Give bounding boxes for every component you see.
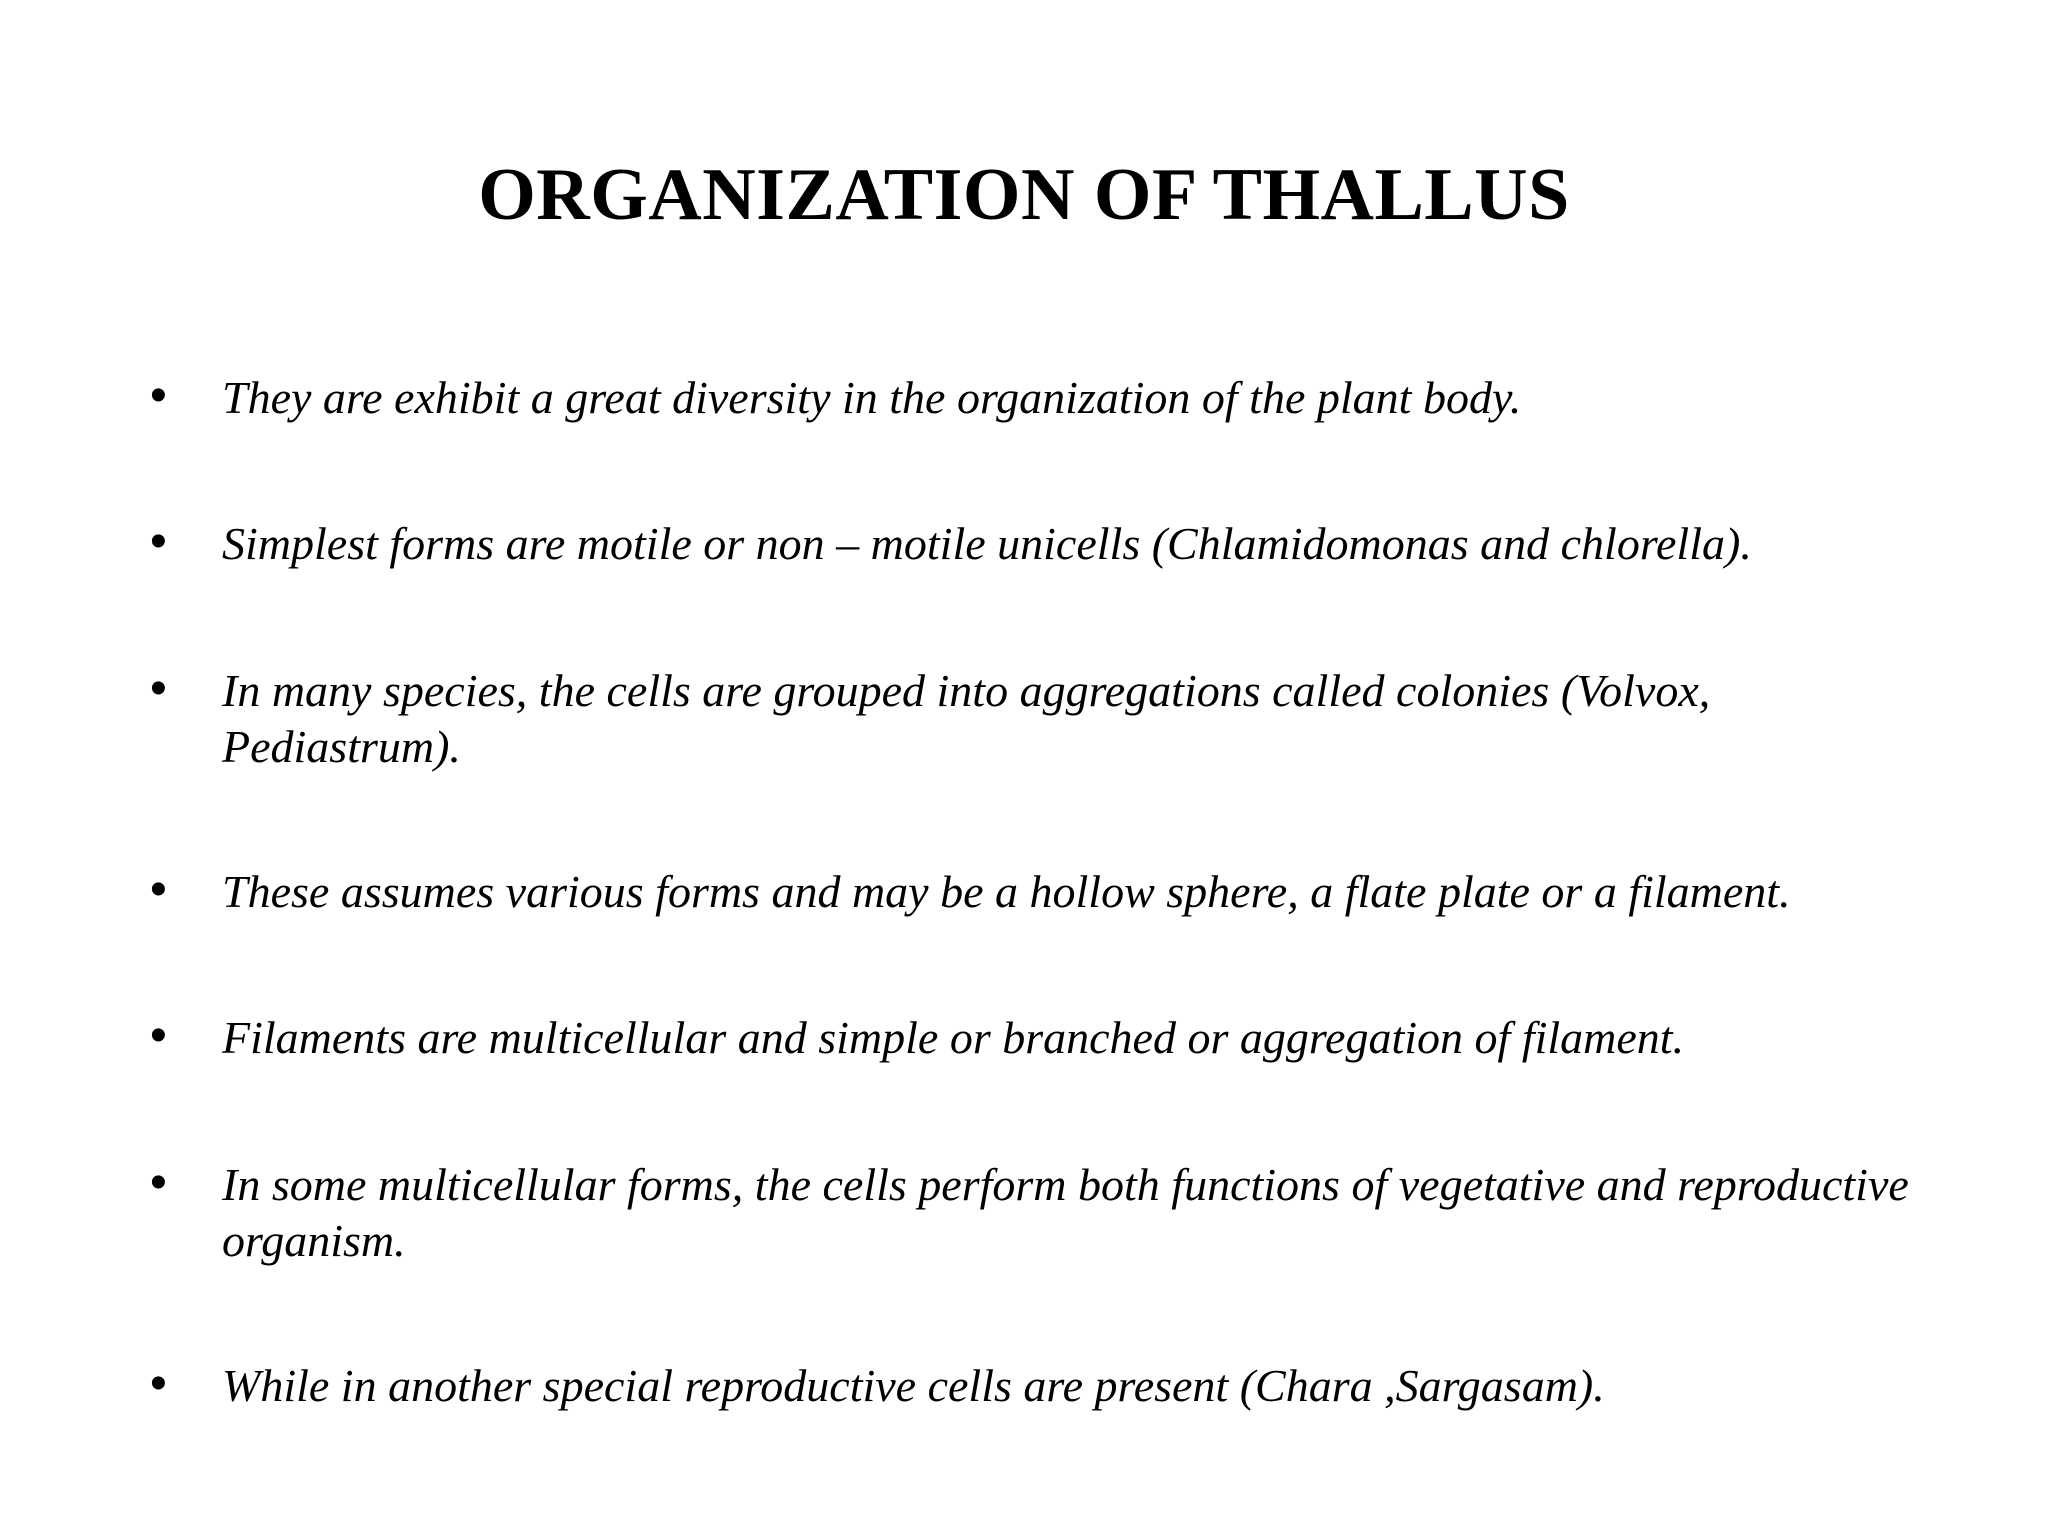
- bullet-icon: •: [150, 863, 167, 916]
- bullet-icon: •: [150, 1156, 167, 1209]
- bullet-text: These assumes various forms and may be a hollow sphere, a flate plate or a filament.: [222, 866, 1791, 917]
- bullet-icon: •: [150, 1009, 167, 1062]
- bullet-text: Simplest forms are motile or non – motile unicells (Chlamidomonas and chlorella).: [222, 518, 1752, 569]
- bullet-text: In some multicellular forms, the cells perform both functions of vegetative and reproductive organism.: [222, 1159, 1909, 1266]
- bullet-text: While in another special reproductive cells are present (Chara ,Sargasam).: [222, 1360, 1605, 1411]
- slide-title: ORGANIZATION OF THALLUS: [478, 154, 1570, 236]
- bullet-text: Filaments are multicellular and simple or branched or aggregation of filament.: [222, 1012, 1685, 1063]
- bullet-icon: •: [150, 1357, 167, 1410]
- bullet-icon: •: [150, 515, 167, 568]
- bullet-text: In many species, the cells are grouped into aggregations called colonies (Volvox, Pediastrum).: [222, 665, 1711, 772]
- bullet-icon: •: [150, 369, 167, 422]
- bullet-icon: •: [150, 662, 167, 715]
- bullet-text: They are exhibit a great diversity in the organization of the plant body.: [222, 372, 1522, 423]
